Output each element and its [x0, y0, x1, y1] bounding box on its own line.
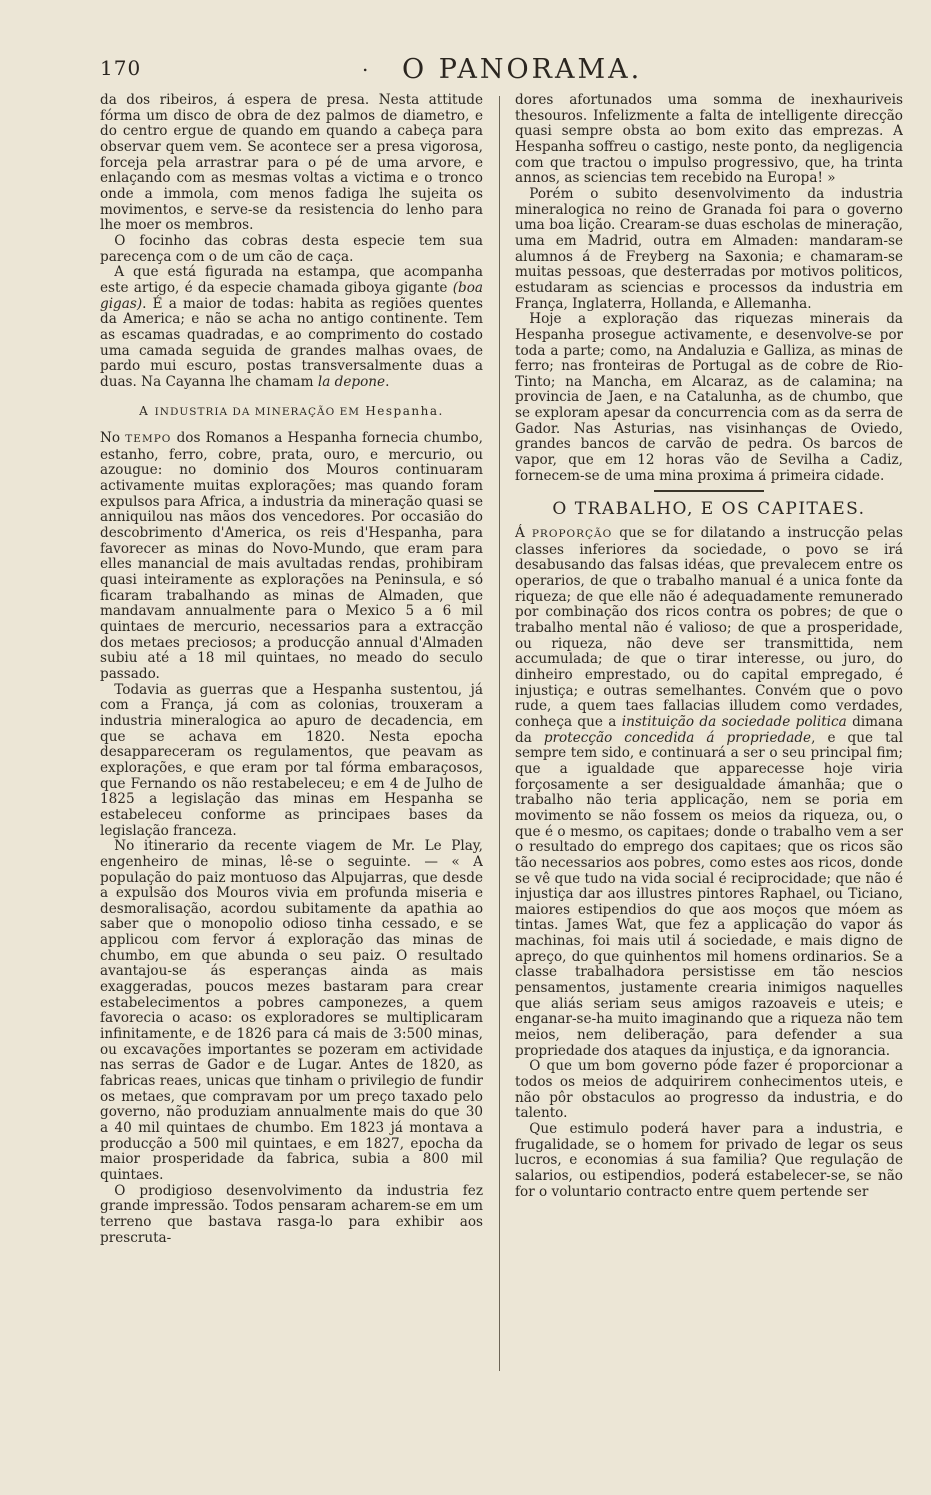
- publication-title: O PANORAMA.: [402, 54, 643, 85]
- page-number: 170: [100, 56, 142, 80]
- text-run: . É a maior de todas: habita as regiões quentes da America; e não se acha no antigo continente. Tem as escamas quadradas, e ao comprimento do costado uma camada seguida de grandes malhas ovaes, de pardo mui escuro, postas transversalmente duas a duas. Na Cayanna lhe chamam: [100, 295, 483, 390]
- paragraph: No itinerario da recente viagem de Mr. Le Play, engenheiro de minas, lê-se o seguinte. — « A população do paiz montuoso das Alpujarras, que desde a expulsão dos Mouros vivia em profunda miseria e desmoralisação, acordou subitamente da apathia ao saber que o monopolio odioso tinha cessado, e se applicou com fervor á exploração das minas de chumbo, em que abunda o seu paiz. O resultado avantajou-se ás esperanças ainda as mais exaggeradas, poucos mezes bastaram para crear estabelecimentos a pobres camponezes, a quem favorecia o acaso: os exploradores se multiplicaram infinitamente, e de 1826 para cá mais de 3:500 minas, ou excavações importantes se pozeram em actividade nas serras de Gador e de Lugar. Antes de 1820, as fabricas reaes, unicas que tinham o privilegio de fundir os metaes, que compravam por um preço taxado pelo governo, não produziam annualmente mais do que 30 a 40 mil quintaes de chumbo. Em 1823 já montava a producção a 500 mil quintaes, e em 1827, epocha da maior prosperidade da fabrica, subia a 800 mil quintaes.: [100, 838, 483, 1183]
- text-run: No: [100, 430, 126, 447]
- header-dot: .: [362, 52, 369, 76]
- column-divider: [499, 96, 500, 1371]
- heading-part: Hespanha.: [360, 404, 444, 419]
- italic-text: (boa gigas): [100, 279, 483, 312]
- paragraph: Que estimulo poderá haver para a industria, e frugalidade, se o homem for privado de legar os seus lucros, e economias á sua familia? Que regulação de salarios, ou estipendios, poderá estabelecer-se, se não for o voluntario contracto entre quem pertende ser: [515, 1121, 903, 1200]
- text-run: dos Romanos a Hespanha fornecia chumbo, estanho, ferro, cobre, prata, ouro, e mercurio, ou azougue: no dominio dos Mouros continuaram activamente muitas explorações; mas quando foram expulsos para Africa, a industria da mineração quasi se anniquilou nas mãos dos vencedores. Por occasião do descobrimento d'America, os reis d'Hespanha, para favorecer as minas do Novo-Mundo, que eram para elles manancial de mais avultadas rendas, prohibiram quasi inteiramente as explorações na Peninsula, e só ficaram trabalhando as minas de Almaden, que mandavam annualmente para o Mexico 5 a 6 mil quintaes de mercurio, necessarios para a extracção dos metaes preciosos; a producção annual d'Almaden subiu até a 18 mil quintaes, no meado do seculo passado.: [100, 430, 483, 682]
- right-column: [515, 93, 903, 1373]
- section-rule: [654, 490, 764, 492]
- paragraph: O prodigioso desenvolvimento da industria fez grande impressão. Todos pensaram acharem-se em um terreno que bastava rasga-lo para exhibir aos prescruta-: [100, 1182, 483, 1246]
- heading-part: INDUSTRIA DA MINERAÇÃO EM: [154, 406, 360, 419]
- article-heading-mining: [100, 404, 483, 421]
- paragraph: Porém o subito desenvolvimento da industria mineralogica no reino de Granada foi para o governo uma boa lição. Crearam-se duas escholas de mineração, uma em Madrid, outra em Almaden: mandaram-se alumnos á de Freyberg na Saxonia; e chamaram-se muitas pessoas, que desterradas por motivos politicos, estudaram as sciencias e processos da industria em França, Inglaterra, Hollanda, e Allemanha.: [515, 185, 903, 312]
- text-run: A que está figurada na estampa, que acompanha este artigo, é da especie chamada giboya gigante: [100, 264, 483, 296]
- small-caps-lead: PROPORÇÃO: [531, 528, 613, 541]
- article-heading-labour: O TRABALHO, E OS CAPITAES.: [552, 499, 866, 520]
- paragraph: [100, 431, 483, 683]
- paragraph: O que um bom governo póde fazer é proporcionar a todos os meios de adquirirem conhecimentos uteis, e não pôr obstaculos ao progresso da industria, e do talento.: [515, 1058, 903, 1122]
- text-run: .: [385, 373, 390, 390]
- text-run: dimana da: [515, 713, 903, 746]
- heading-part: A: [139, 404, 155, 419]
- paragraph: Todavia as guerras que a Hespanha sustentou, já com a França, já com as colonias, trouxeram a industria mineralogica ao apuro de decadencia, em que se achava em 1820. Nesta epocha desappareceram os regulamentos, que peavam as explorações, e que eram por tal fórma embaraçosos, que Fernando os não restabeleceu; e em 4 de Julho de 1825 a legislação das minas em Hespanha se estabeleceu conforme as principaes bases da legislação franceza.: [100, 681, 483, 839]
- text-run: , e que tal sempre tem sido, e continuará a ser o seu principal fim; que a igualdade que apparecesse hoje viria forçosamente a ser desigualdade ámanhãa; que o trabalho não teria applicação, nem se poria em movimento se não fossem os meios da riqueza, ou, o que é o mesmo, os capitaes; donde o trabalho vem a ser o resultado do emprego dos capitaes; que os ricos são tão necessarios aos pobres, como estes aos ricos, donde se vê que tudo na vida social é reciprocidade; que não é injustiça dar aos illustres pintores Raphael, ou Ticiano, maiores estipendios do que aos moços que móem as tintas. James Wat, que fez a applicação do vapor ás machinas, foi mais util á sociedade, e mais digno de apreço, do que quinhentos mil homens ordinarios. Se a classe trabalhadora persistisse em tão nescios pensamentos, justamente crearia inimigos naquelles que aliás seriam seus amigos razoaveis e uteis; e enganar-se-ha muito imaginando que a riqueza não tem meios, nem deliberação, para defender a sua propriedade dos ataques da injustiça, e da ignorancia.: [515, 729, 903, 1059]
- left-column: [100, 93, 483, 1373]
- paragraph: dores afortunados uma somma de inexhauriveis thesouros. Infelizmente a falta de intelligente direcção quasi sempre obsta ao bom exito das emprezas. A Hespanha soffreu o castigo, neste ponto, da negligencia com que tractou o impulso progressivo, que, ha trinta annos, as sciencias tem recebido na Europa! »: [515, 93, 903, 187]
- paragraph: Hoje a exploração das riquezas minerais da Hespanha prosegue activamente, e desenvolve-se por toda a parte; como, na Andaluzia e Galliza, as minas de ferro; nas fronteiras de Portugal as de cobre de Rio-Tinto; na Mancha, em Alcaraz, as de calamina; na provincia de Jaen, e na Catalunha, as de chumbo, que se exploram apesar da concurrencia com as da serra de Gador. Nas Asturias, nas visinhanças de Oviedo, grandes bancos de carvão de pedra. Os barcos de vapor, que em 12 horas vão de Sevilha a Cadiz, fornecem-se de uma mina proxima á primeira cidade.: [515, 311, 903, 484]
- italic-text: instituição da sociedade politica: [621, 713, 847, 730]
- paragraph: O focinho das cobras desta especie tem sua parecença com o de um cão de caça.: [100, 232, 483, 265]
- paragraph: [100, 265, 483, 390]
- text-run: que se for dilatando a instrucção pelas classes inferiores da sociedade, o povo se irá desabusando das falsas idéas, que prevalecem entre os operarios, de que o trabalho manual é a unica fonte da riqueza; de que elle não é adequadamente remunerado por combinação dos ricos contra os pobres; de que o trabalho mental não é valioso; de que a prosperidade, ou riqueza, não deve ser transmittida, nem accumulada; de que o tirar interesse, ou juro, do dinheiro emprestado, ou do capital empregado, é injustiça; e outras semelhantes. Convém que o povo rude, a quem taes fallacias illudem como verdades, conheça que a: [515, 525, 903, 730]
- page-header: [100, 48, 900, 88]
- italic-text: protecção concedida á propriedade: [543, 729, 812, 746]
- small-caps-lead: TEMPO: [125, 433, 172, 446]
- paragraph: da dos ribeiros, á espera de presa. Nesta attitude fórma um disco de obra de dez palmos de diametro, e do centro ergue de quando em quando a cabeça para observar quem vem. Se acontece ser a presa vigorosa, forceja pela arrastrar para o pé de uma arvore, e enlaçando com as mesmas voltas a victima e o tronco onde a immola, com menos fadiga lhe sujeita os movimentos, e serve-se da resistencia do lenho para lhe moer os membros.: [100, 93, 483, 234]
- paragraph: [515, 526, 903, 1059]
- italic-text: la depone: [317, 373, 386, 390]
- text-run: Á: [515, 525, 532, 542]
